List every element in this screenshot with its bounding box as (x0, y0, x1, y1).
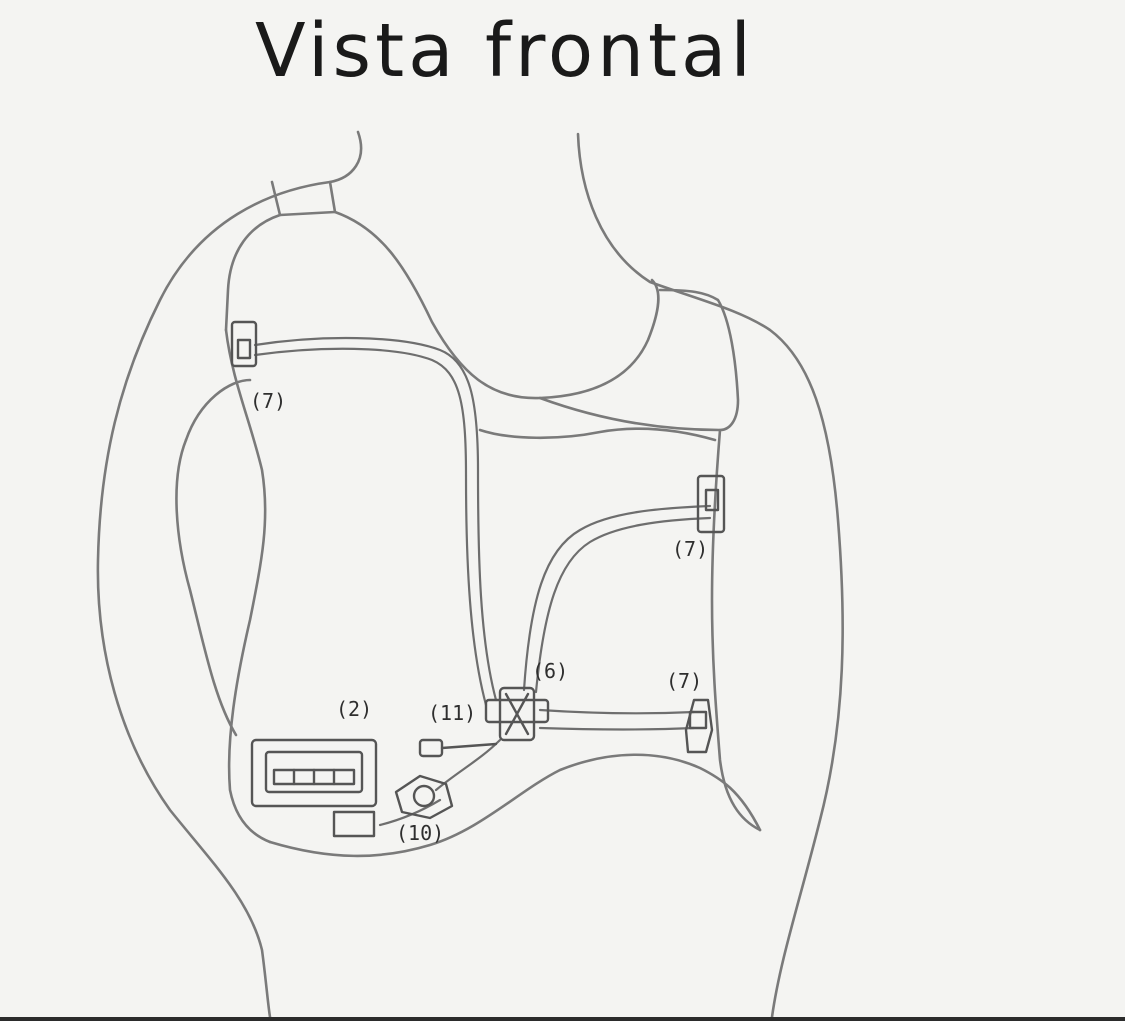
connector-right-lower (686, 700, 712, 752)
label-connector-right-chest: (7) (672, 537, 709, 561)
label-junction: (6) (532, 659, 569, 683)
label-controller: (2) (336, 697, 373, 721)
drawing-title: Vista frontal (255, 8, 755, 94)
connector-right-chest (698, 476, 724, 532)
bottom-border (0, 1017, 1125, 1021)
controller-box (252, 740, 376, 836)
torso-outline (98, 132, 843, 1017)
label-connector-left: (7) (250, 389, 287, 413)
label-connector-right-lower: (7) (666, 669, 703, 693)
label-valve: (11) (428, 701, 477, 725)
connector-left-shoulder (232, 322, 256, 366)
pump (396, 776, 452, 818)
label-pump: (10) (396, 821, 445, 845)
